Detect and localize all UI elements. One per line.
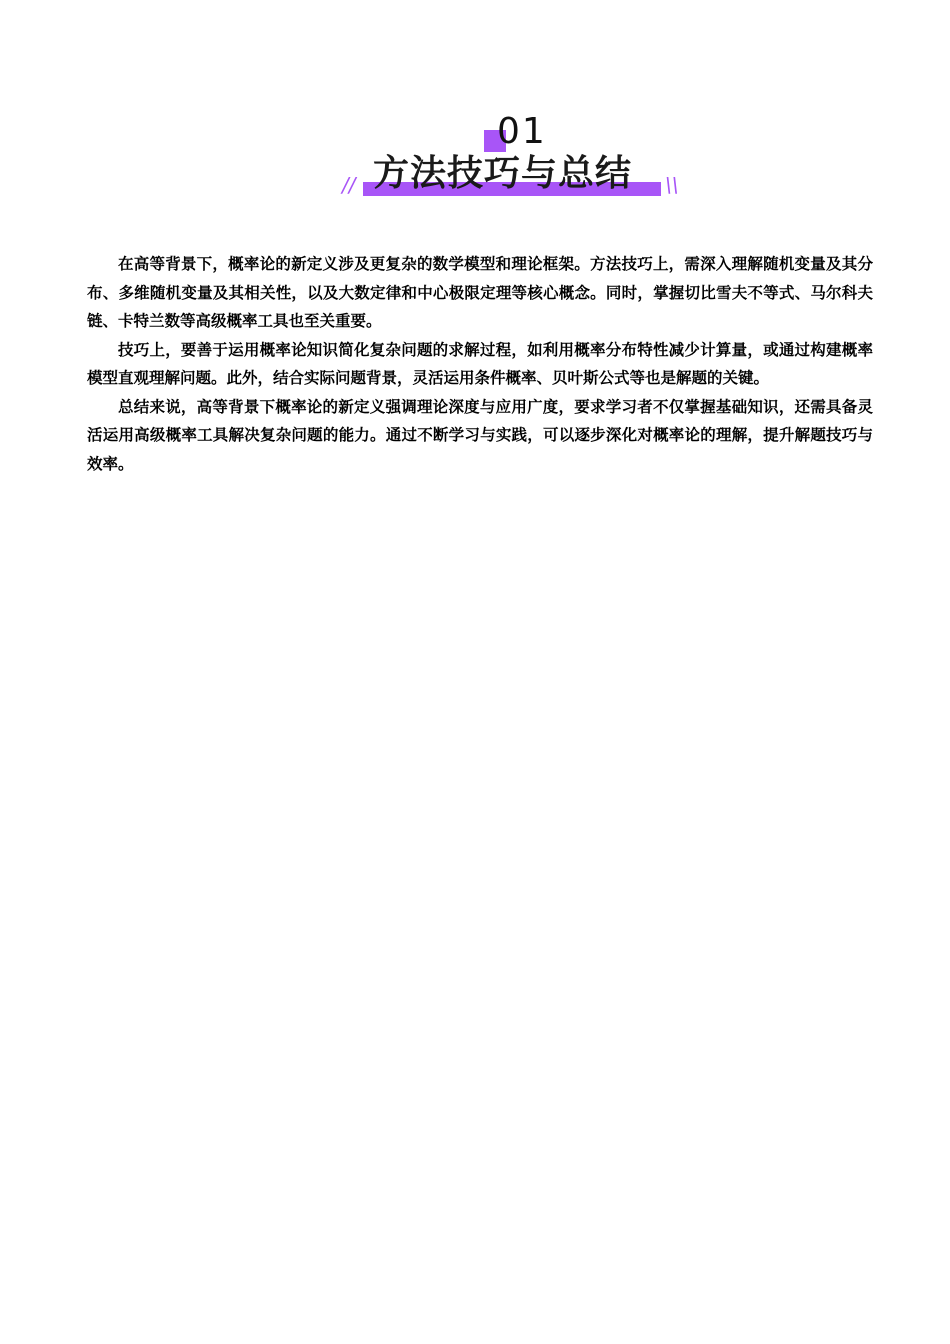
section-header: [340, 110, 685, 205]
right-slash-decoration: \\: [665, 173, 679, 197]
section-title: 方法技巧与总结: [373, 153, 633, 194]
left-slash-decoration: //: [342, 173, 356, 197]
paragraph-3: 总结来说，高等背景下概率论的新定义强调理论深度与应用广度，要求学习者不仅掌握基础知识，还需具备灵活运用高级概率工具解决复杂问题的能力。通过不断学习与实践，可以逐步深化对概率论的理解，提升解题技巧与效率。: [87, 397, 873, 473]
paragraph-1: 在高等背景下，概率论的新定义涉及更复杂的数学模型和理论框架。方法技巧上，需深入理解随机变量及其分布、多维随机变量及其相关性，以及大数定律和中心极限定理等核心概念。同时，掌握切比雪夫不等式、马尔科夫链、卡特兰数等高级概率工具也至关重要。: [87, 255, 873, 330]
body-text: [87, 250, 873, 478]
paragraph-2: 技巧上，要善于运用概率论知识简化复杂问题的求解过程，如利用概率分布特性减少计算量，或通过构建概率模型直观理解问题。此外，结合实际问题背景，灵活运用条件概率、贝叶斯公式等也是解题的关键。: [87, 340, 873, 387]
section-number: 01: [497, 111, 547, 152]
